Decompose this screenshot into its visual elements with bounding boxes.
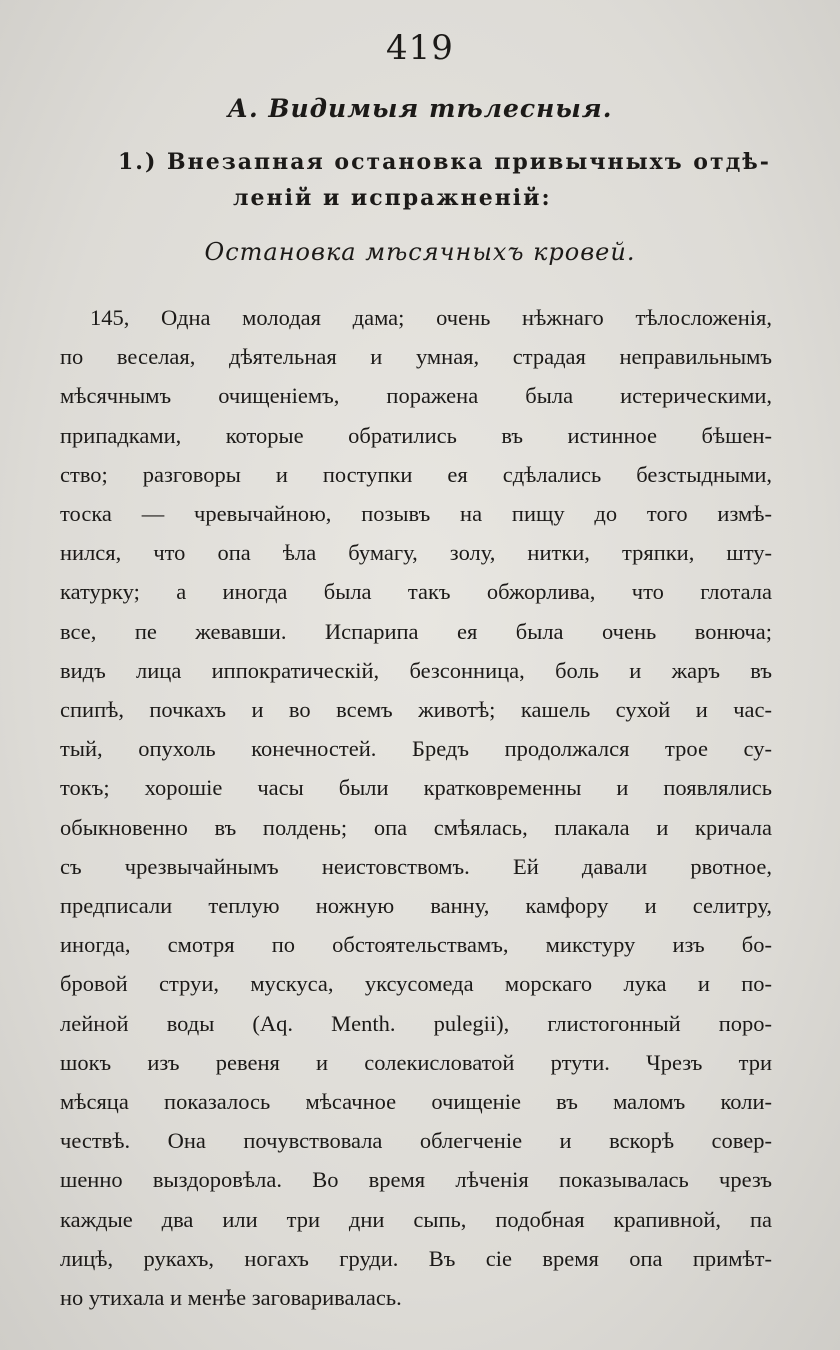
text-line: съ чрезвычайнымъ неистовствомъ. Ей давали рвотное, (60, 853, 772, 879)
text-line: по веселая, дѣятельная и умная, страдая неправильнымъ (60, 344, 772, 370)
section-heading: А. Видимыя тѣлесныя. (227, 94, 613, 123)
text-line: иногда, смотря по обстоятельствамъ, микстуру изъ бо- (60, 932, 772, 958)
text-line: нился, что опа ѣла бумагу, золу, нитки, тряпки, шту- (60, 540, 772, 566)
topic-heading: Остановка мѣсячныхъ кровей. (204, 238, 636, 266)
text-line: обыкновенно въ полдень; опа смѣялась, плакала и кричала (60, 814, 772, 840)
subsection-heading (118, 144, 778, 216)
text-line: токъ; хорошіе часы были кратковременны и появлялись (60, 775, 772, 801)
text-line: припадками, которые обратились въ истинное бѣшен- (60, 422, 772, 448)
text-line: предписали теплую ножную ванну, камфору и селитру, (60, 893, 772, 919)
text-line: мѣсяца показалось мѣсачное очищеніе въ маломъ коли- (60, 1089, 772, 1115)
text-line: тоска — чревычайною, позывъ на пищу до того измѣ- (60, 501, 772, 527)
text-line: все, пе жевавши. Испарипа ея была очень вонюча; (60, 618, 772, 644)
text-line: каждые два или три дни сыпь, подобная крапивной, па (60, 1206, 772, 1232)
text-line: 145, Одна молодая дама; очень нѣжнаго тѣлосложенія, (90, 305, 772, 330)
text-line: шенно выздоровѣла. Во время лѣченія показывалась чрезъ (60, 1167, 772, 1193)
subsection-heading-line: 1.) Внезапная остановка привычныхъ отдѣ- (118, 149, 771, 175)
text-line: спипѣ, почкахъ и во всемъ животѣ; кашель сухой и час- (60, 697, 772, 723)
text-line: мѣсячнымъ очищеніемъ, поражена была истерическими, (60, 383, 772, 409)
text-line: катурку; а иногда была такъ обжорлива, что глотала (60, 579, 772, 605)
text-line: видъ лица иппократическій, безсонница, боль и жаръ въ (60, 657, 772, 683)
text-line: лицѣ, рукахъ, ногахъ груди. Въ сіе время опа примѣт- (60, 1245, 772, 1271)
body-paragraph (60, 298, 772, 1317)
text-line: бровой струи, мускуса, уксусомеда морскаго лука и по- (60, 971, 772, 997)
text-line: лейной воды (Aq. Menth. pulegii), глистогонный поро- (60, 1010, 772, 1036)
text-line: но утихала и менѣе заговаривалась. (60, 1285, 402, 1311)
text-line: ство; разговоры и поступки ея сдѣлались безстыдными, (60, 461, 772, 487)
text-line: тый, опухоль конечностей. Бредъ продолжался трое су- (60, 736, 772, 762)
page-number: 419 (386, 28, 454, 68)
text-line: чествѣ. Она почувствовала облегченіе и вскорѣ совер- (60, 1128, 772, 1154)
text-line: шокъ изъ ревеня и солекисловатой ртути. Чрезъ три (60, 1049, 772, 1075)
subsection-heading-line: леній и испражненій: (233, 185, 552, 211)
